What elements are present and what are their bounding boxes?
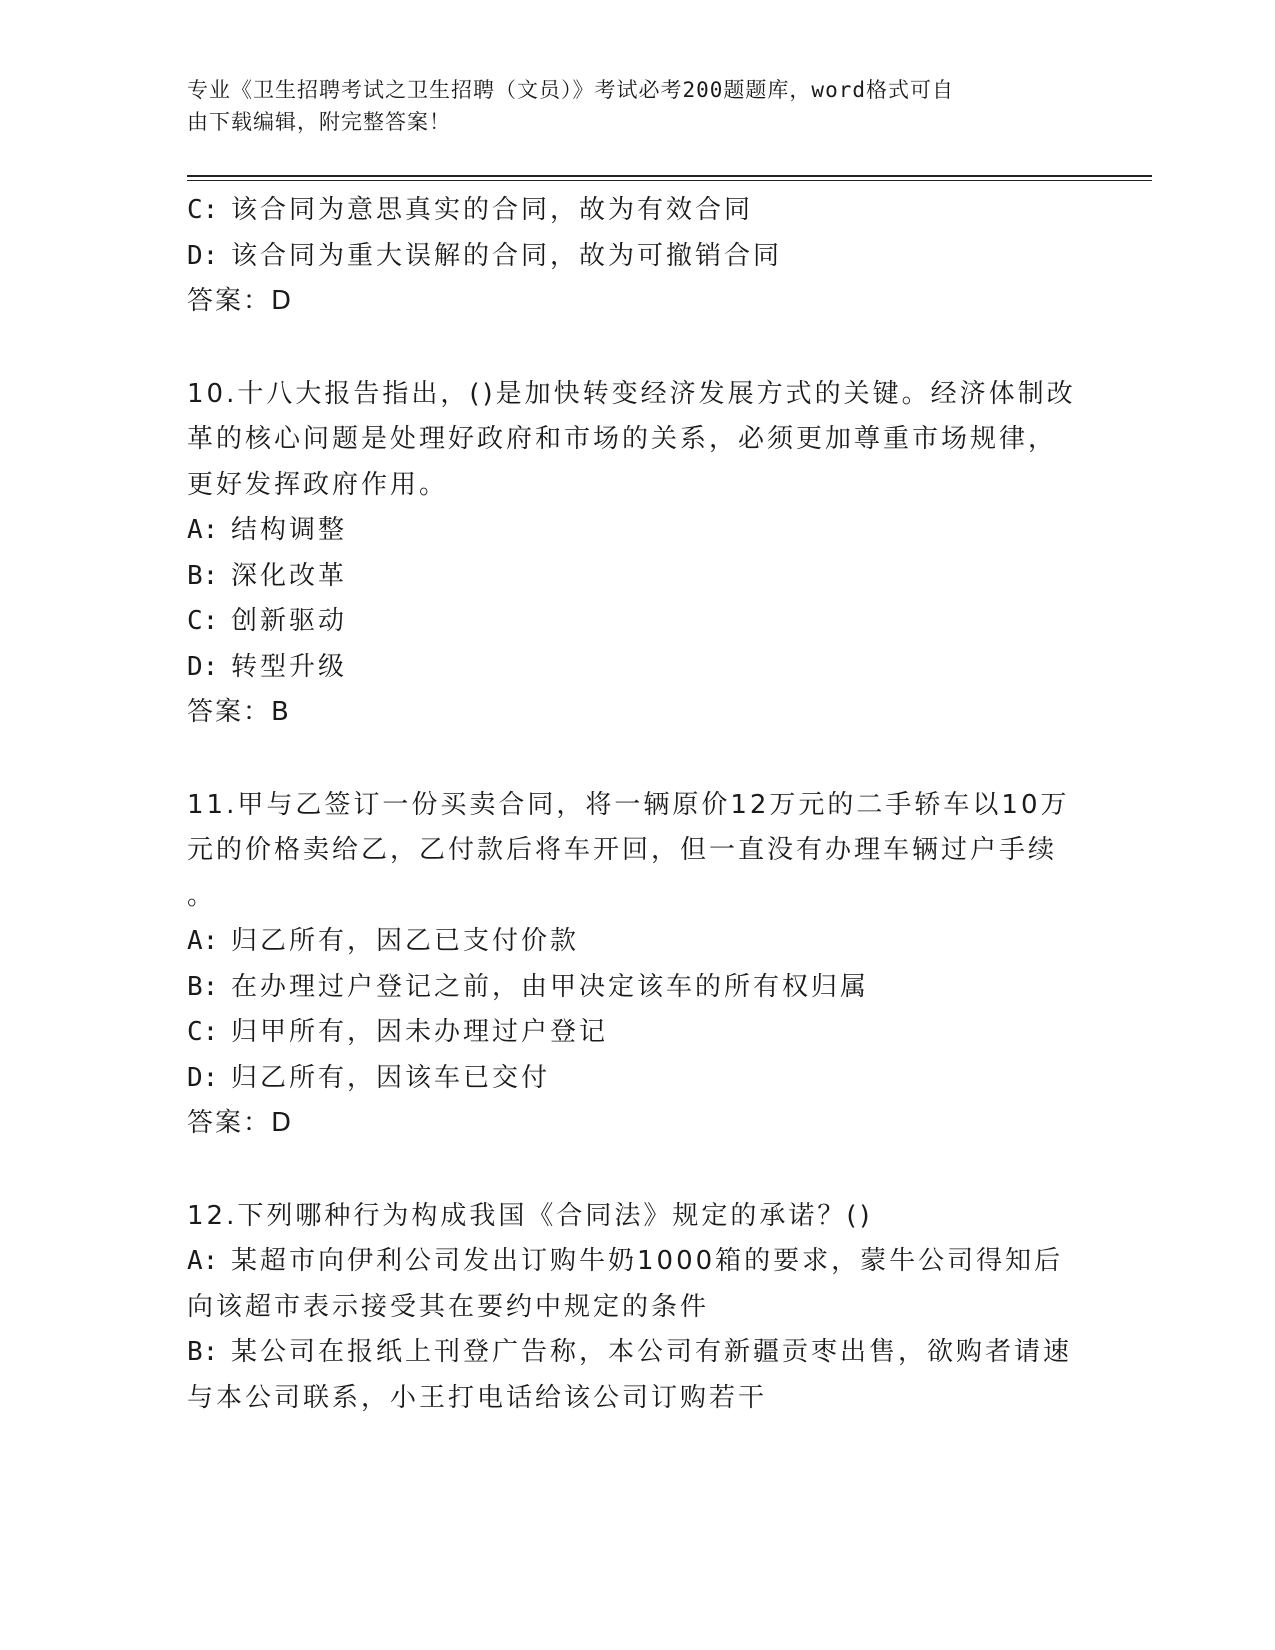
option-line [187,919,1067,965]
option-text: 创新驱动 [231,606,348,636]
option-label: D: [187,1062,219,1093]
option-continuation: 与本公司联系，小王打电话给该公司订购若干 [187,1382,768,1413]
option-line [187,508,1067,554]
option-label: D: [187,240,219,271]
carryover-block [187,188,1067,325]
option-label: A: [187,515,219,545]
question-stem: 更好发挥政府作用。 [187,469,449,500]
question-stem: 12.下列哪种行为构成我国《合同法》规定的承诺？() [187,1200,873,1231]
option-line [187,1239,1067,1285]
header-divider-thick [187,175,1152,177]
question-content [187,188,1076,1421]
option-label: D: [187,651,219,682]
option-text: 归乙所有，因该车已交付 [231,1062,551,1093]
question-block [187,783,1070,1147]
header-line-2: 由下载编辑，附完整答案！ [187,110,451,134]
option-line [187,1056,1067,1102]
option-label: C: [187,1017,219,1047]
option-label: B: [187,1337,219,1367]
question-stem: 11.甲与乙签订一份买卖合同，将一辆原价12万元的二手轿车以10万 [187,789,1070,820]
header-divider-thin [187,180,1152,181]
option-line [187,965,1067,1011]
answer-line: 答案：D [187,1108,294,1138]
option-text: 某公司在报纸上刊登广告称，本公司有新疆贡枣出售，欲购者请速 [231,1337,1073,1367]
spacer [187,736,1067,783]
option-line [187,1330,1073,1376]
option-continuation: 向该超市表示接受其在要约中规定的条件 [187,1291,710,1322]
option-text: 深化改革 [231,560,348,591]
answer-line: 答案：B [187,697,291,727]
option-label: C: [187,195,219,225]
option-line [187,234,1067,280]
question-block [187,1194,1073,1422]
question-stem: 10.十八大报告指出，()是加快转变经济发展方式的关键。经济体制改 [187,378,1076,409]
option-text: 转型升级 [231,651,348,682]
spacer [187,325,1067,372]
option-text: 该合同为重大误解的合同，故为可撤销合同 [231,240,783,271]
option-label: A: [187,1246,219,1276]
option-label: C: [187,606,219,636]
option-text: 结构调整 [231,515,348,545]
option-label: B: [187,560,219,591]
question-stem: 元的价格卖给乙，乙付款后将车开回，但一直没有办理车辆过户手续 [187,835,1058,865]
answer-line: 答案：D [187,286,294,316]
option-label: B: [187,971,219,1002]
question-block [187,372,1076,736]
option-text: 归乙所有，因乙已支付价款 [231,926,580,956]
option-line [187,645,1067,691]
header-line-1: 专业《卫生招聘考试之卫生招聘（文员）》考试必考200题题库，word格式可自 [187,78,954,102]
option-line [187,188,1067,234]
option-label: A: [187,926,219,956]
option-line [187,554,1067,600]
option-line [187,1010,1067,1056]
option-text: 归甲所有，因未办理过户登记 [231,1017,609,1047]
option-line [187,599,1067,645]
spacer [187,1147,1067,1194]
option-text: 在办理过户登记之前，由甲决定该车的所有权归属 [231,971,870,1002]
question-stem: 。 [187,880,217,911]
question-stem: 革的核心问题是处理好政府和市场的关系，必须更加尊重市场规律， [187,424,1058,454]
option-text: 某超市向伊利公司发出订购牛奶1000箱的要求，蒙牛公司得知后 [231,1246,1064,1276]
page-header [187,74,1057,138]
option-text: 该合同为意思真实的合同，故为有效合同 [231,195,754,225]
